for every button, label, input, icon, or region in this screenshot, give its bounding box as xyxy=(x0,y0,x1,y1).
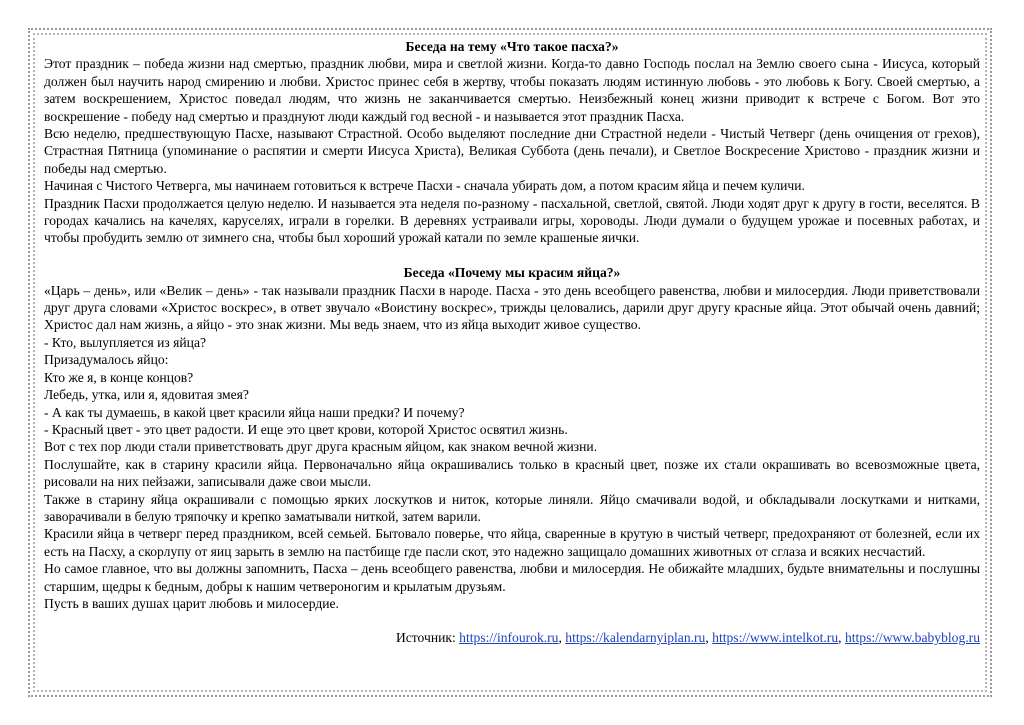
section2-paragraph: Призадумалось яйцо: xyxy=(44,352,169,368)
section2-paragraph: - Кто, вылупляется из яйца? xyxy=(44,334,207,350)
sources-label: Источник: xyxy=(395,630,456,646)
section-spacer xyxy=(44,247,980,264)
section1-paragraph: Этот праздник – победа жизни над смертью, праздник любви, мира и светлой жизни. Когда-то давно Господь послал на Землю своего сына - Иисуса, который должен был научить народ смирению и любви. Христос принес себя в жертву, чтобы показать людям истинную любовь - это любовь к Богу. Своей смертью, а затем воскрешением, Христос поведал людям, что жизнь не заканчивается смертью. Неизбежный конец жизни приводит к встрече с Богом. Вот это воскрешение - победу над смертью и празднуют люди каждый год весной - и называется этот праздник Пасха. xyxy=(44,56,980,124)
source-link-kalendarnyiplan[interactable]: https://kalendarnyiplan.ru xyxy=(565,630,706,646)
sources-separator: , xyxy=(838,630,845,646)
section2-paragraph: - А как ты думаешь, в какой цвет красили яйца наши предки? И почему? xyxy=(44,404,465,420)
section1-paragraph: Всю неделю, предшествующую Пасхе, называют Страстной. Особо выделяют последние дни Страстной недели - Чистый Четверг (день очищения от грехов), Страстная Пятница (упоминание о распятии и смерти Иисуса Христа), Великая Суббота (день печали), и Светлое Воскресение Христово - праздник жизни и победы над смертью. xyxy=(44,126,980,176)
section2-paragraph: Пусть в ваших душах царит любовь и милосердие. xyxy=(44,595,339,611)
section1-paragraph: Начиная с Чистого Четверга, мы начинаем готовиться к встрече Пасхи - сначала убирать дом, а потом красим яйца и печем куличи. xyxy=(44,178,805,194)
source-link-infourok[interactable]: https://infourok.ru xyxy=(459,630,559,646)
section1-paragraph: Праздник Пасхи продолжается целую неделю. И называется эта неделя по-разному - пасхальной, светлой, святой. Люди ходят друг к другу в гости, веселятся. В городах качались на качелях, каруселях, играли в горелки. В деревнях устраивали игры, хороводы. Люди думали о будущем урожае и посевных работах, и чтобы пробудить землю от зимнего сна, чтобы был хороший урожай катали по земле крашеные яички. xyxy=(44,195,980,246)
section2-paragraph: - Красный цвет - это цвет радости. И еще это цвет крови, которой Христос освятил жизнь. xyxy=(44,421,568,437)
section2-paragraph: Красили яйца в четверг перед праздником, всей семьей. Бытовало поверье, что яйца, сваренные в крутую в чистый четверг, предохраняют от болезней, если их есть на Пасху, а скорлупу от яиц зарыть в землю на пастбище где пасли скот, это надежно защищало домашних животных от сглаза и всяких несчастий. xyxy=(44,526,980,559)
sources-line xyxy=(44,629,980,646)
section2-title: Беседа «Почему мы красим яйца?» xyxy=(403,265,621,281)
section2-paragraph: Но самое главное, что вы должны запомнить, Пасха – день всеобщего равенства, любви и милосердия. Не обижайте младших, будьте внимательны и послушны старшим, щедры к бедным, добры к нашим четвероногим и крылатым друзьям. xyxy=(44,561,980,594)
section2-paragraph: Также в старину яйца окрашивали с помощью ярких лоскутков и ниток, которые линяли. Яйцо смачивали водой, и обкладывали лоскутками и нитками, заворачивали в белую тряпочку и крепко заматывали ниткой, затем варили. xyxy=(44,491,980,524)
section2-paragraph: Вот с тех пор люди стали приветствовать друг друга красным яйцом, как знаком вечной жизни. xyxy=(44,439,598,455)
document-page xyxy=(44,38,980,647)
section2-paragraph: Кто же я, в конце концов? xyxy=(44,369,194,385)
section2-paragraph: Лебедь, утка, или я, ядовитая змея? xyxy=(44,387,249,403)
section1-title: Беседа на тему «Что такое пасха?» xyxy=(405,39,619,54)
section2-paragraph: «Царь – день», или «Велик – день» - так называли праздник Пасхи в народе. Пасха - это день всеобщего равенства, любви и милосердия. Люди приветствовали друг друга словами «Христос воскрес», в ответ звучало «Воистину воскрес», трижды целовались, дарили друг другу красные яйца. Этот обычай очень давний; Христос дал нам жизнь, а яйцо - это знак жизни. Мы ведь знаем, что из яйца выходит живое существо. xyxy=(44,282,980,333)
source-link-intelkot[interactable]: https://www.intelkot.ru xyxy=(712,630,839,646)
sources-separator: , xyxy=(705,630,713,646)
sources-separator: , xyxy=(558,630,566,646)
section2-paragraph: Послушайте, как в старину красили яйца. Первоначально яйца окрашивались только в красный цвет, позже их стали окрашивать во всевозможные цвета, рисовали на них пейзажи, записывали даже свои мысли. xyxy=(44,456,980,490)
source-link-babyblog[interactable]: https://www.babyblog.ru xyxy=(844,630,980,646)
